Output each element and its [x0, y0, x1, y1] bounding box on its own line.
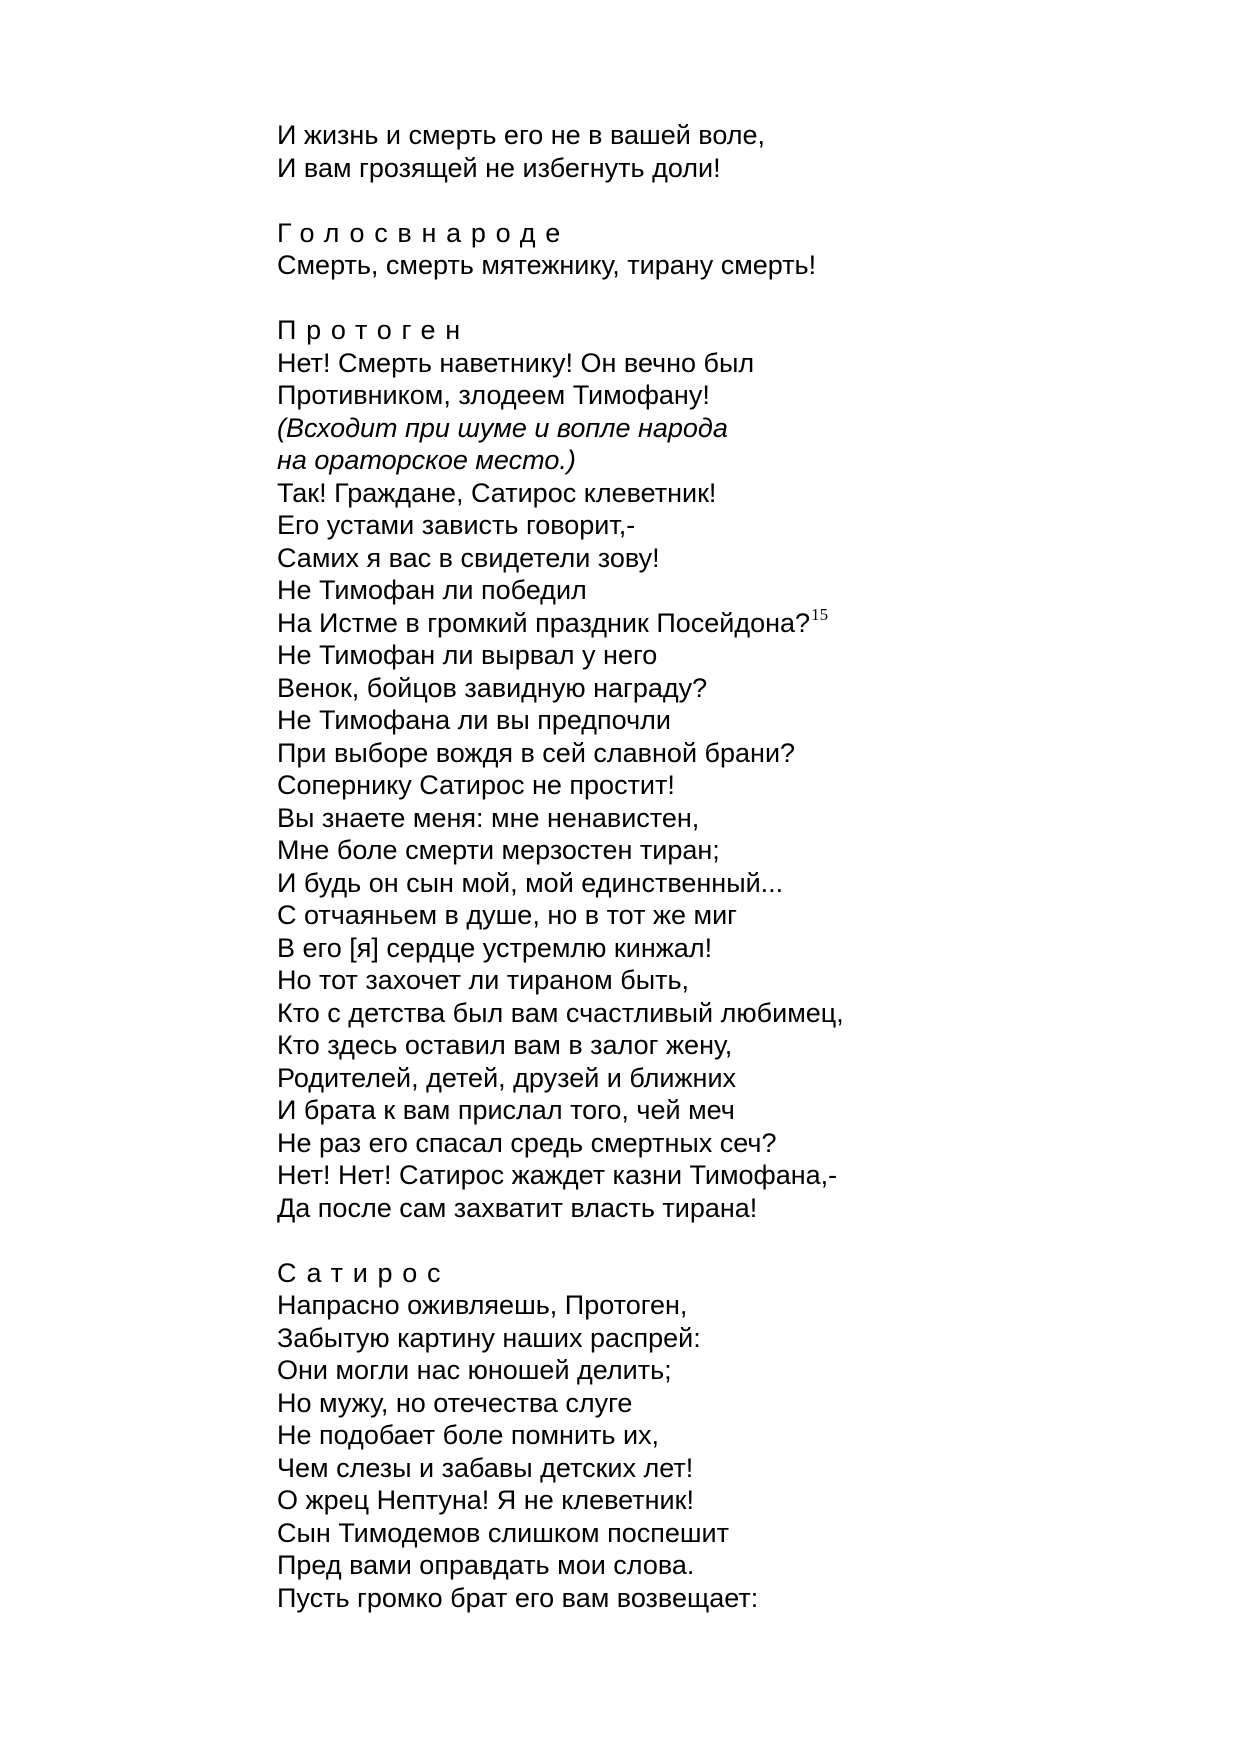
verse-line: Не Тимофан ли победил: [277, 575, 587, 605]
stage-direction: на ораторское место.): [277, 445, 576, 475]
verse-line: При выборе вождя в сей славной брани?: [277, 737, 796, 768]
speaker-name: Голосвнароде: [277, 217, 570, 248]
verse-line: И жизнь и смерть его не в вашей воле,: [277, 120, 766, 150]
verse-line: Родителей, детей, друзей и ближних: [277, 1062, 737, 1093]
verse-line: Самих я вас в свидетели зову!: [277, 542, 660, 573]
play-text: [277, 119, 1157, 1614]
verse-line: Сопернику Сатирос не простит!: [277, 770, 675, 800]
section-gap: [277, 1224, 1157, 1257]
voice-in-people-section: [277, 217, 1157, 282]
verse-line: Так! Граждане, Сатирос клеветник!: [277, 477, 717, 508]
verse-line: Пусть громко брат его вам возвещает:: [277, 1582, 759, 1613]
section-gap: [277, 282, 1157, 315]
verse-line: Смерть, смерть мятежнику, тирану смерть!: [277, 250, 817, 280]
protogen-section: [277, 314, 1157, 1224]
verse-line: И вам грозящей не избегнуть доли!: [277, 152, 721, 183]
opening-section: [277, 119, 1157, 184]
section-gap: [277, 184, 1157, 217]
verse-line: Его устами зависть говорит,-: [277, 510, 636, 540]
verse-line: Не Тимофан ли вырвал у него: [277, 640, 658, 670]
verse-line: Но тот захочет ли тираном быть,: [277, 965, 690, 995]
verse-line: Не раз его спасал средь смертных сеч?: [277, 1127, 777, 1158]
verse-line: Сын Тимодемов слишком поспешит: [277, 1517, 729, 1548]
verse-line: Чем слезы и забавы детских лет!: [277, 1452, 694, 1483]
verse-line: Напрасно оживляешь, Протоген,: [277, 1290, 688, 1320]
verse-line: Нет! Смерть наветнику! Он вечно был: [277, 347, 755, 378]
verse-line: И будь он сын мой, мой единственный...: [277, 867, 784, 898]
verse-line: Мне боле смерти мерзостен тиран;: [277, 835, 720, 865]
verse-line: Противником, злодеем Тимофану!: [277, 380, 710, 410]
stage-direction: (Всходит при шуме и вопле народа: [277, 412, 728, 443]
verse-line: Вы знаете меня: мне ненавистен,: [277, 802, 700, 833]
verse-line: О жрец Нептуна! Я не клеветник!: [277, 1485, 694, 1515]
verse-line: Венок, бойцов завидную награду?: [277, 672, 708, 703]
verse-line: И брата к вам прислал того, чей меч: [277, 1095, 735, 1125]
verse-line: Нет! Нет! Сатирос жаждет казни Тимофана,-: [277, 1160, 838, 1190]
verse-line: Не Тимофана ли вы предпочли: [277, 705, 671, 735]
verse-line: Да после сам захватит власть тирана!: [277, 1192, 758, 1223]
satiros-section: [277, 1257, 1157, 1615]
verse-line: Кто с детства был вам счастливый любимец,: [277, 997, 844, 1028]
verse-line: Кто здесь оставил вам в залог жену,: [277, 1030, 733, 1060]
verse-line: С отчаяньем в душе, но в тот же миг: [277, 900, 738, 930]
verse-line: Забытую картину наших распрей:: [277, 1322, 701, 1353]
verse-line-with-footnote: [277, 604, 1157, 640]
verse-line: Пред вами оправдать мои слова.: [277, 1550, 695, 1580]
verse-line: Не подобает боле помнить их,: [277, 1420, 660, 1450]
verse-line: Они могли нас юношей делить;: [277, 1355, 672, 1385]
verse-line: В его [я] сердце устремлю кинжал!: [277, 932, 713, 963]
verse-line: Но мужу, но отечества слуге: [277, 1387, 633, 1418]
verse-text: На Истме в громкий праздник Посейдона?: [277, 607, 811, 638]
footnote-reference: 15: [811, 604, 829, 624]
speaker-name: Протоген: [277, 315, 470, 345]
speaker-name: Сатирос: [277, 1257, 451, 1288]
